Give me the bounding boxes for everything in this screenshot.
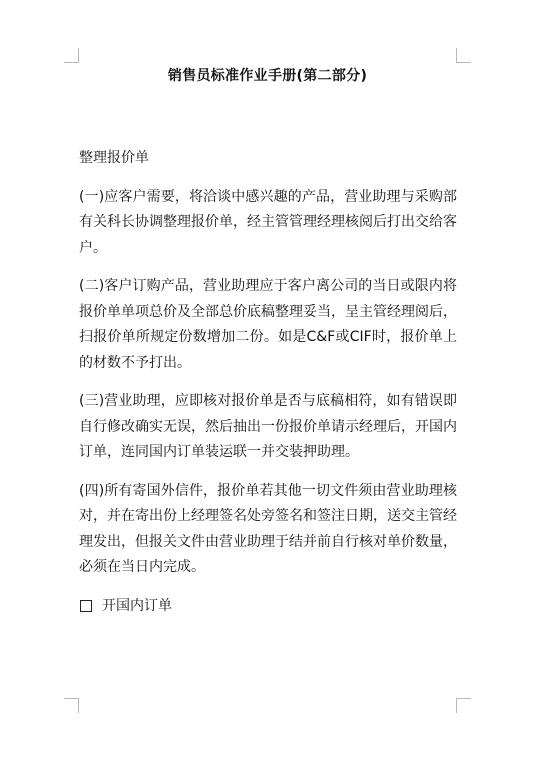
page-corner-mark-top-left bbox=[64, 48, 79, 63]
document-title: 销售员标准作业手册(第二部分) bbox=[167, 68, 368, 84]
document-body bbox=[79, 146, 457, 619]
paragraph-3: (三)营业助理，应即核对报价单是否与底稿相符，如有错误即自行修改确实无误，然后抽出一份报价单请示经理后，开国内订单，连同国内订单装运联一并交装押助理。 bbox=[79, 393, 457, 460]
page-corner-mark-top-right bbox=[456, 48, 471, 63]
page-corner-mark-bottom-right bbox=[456, 698, 471, 713]
paragraph-2: (二)客户订购产品，营业助理应于客户离公司的当日或限内将报价单单项总价及全部总价底稿整理妥当，呈主管经理阅后，扫报价单所规定份数增加二份。如是C&F或CIF时，报价单上的材数不予打出。 bbox=[79, 278, 457, 371]
paragraph-1: (一)应客户需要，将洽谈中感兴趣的产品，营业助理与采购部有关科长协调整理报价单，经主管管理经理核阅后打出交给客户。 bbox=[79, 188, 457, 256]
page-corner-mark-bottom-left bbox=[64, 698, 79, 713]
section-heading: 整理报价单 bbox=[79, 150, 149, 166]
checkbox-icon bbox=[80, 600, 92, 612]
checkbox-item-label: 开国内订单 bbox=[102, 597, 172, 614]
paragraph-4: (四)所有寄国外信件，报价单若其他一切文件须由营业助理核对，并在寄出份上经理签名处旁签名和签注日期，送交主管经理发出，但报关文件由营业助理于结并前自行核对单价数量，必须在当日内完成。 bbox=[79, 482, 457, 575]
checkbox-list-item bbox=[79, 594, 457, 620]
